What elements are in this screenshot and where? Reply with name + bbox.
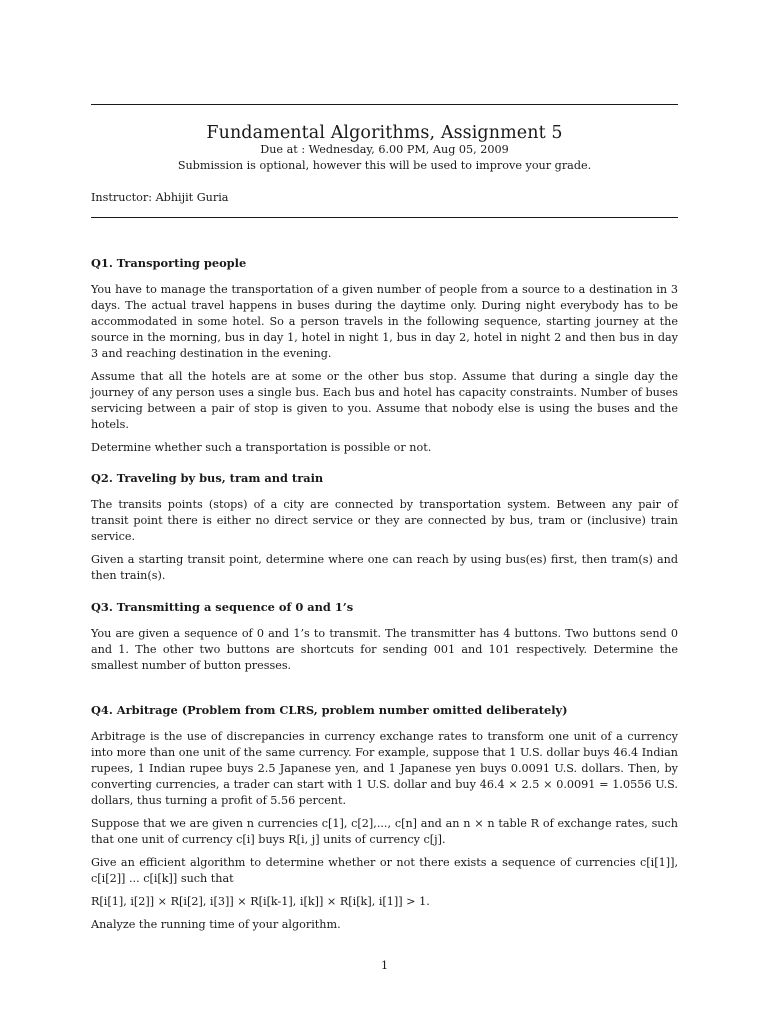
question-paragraph: Suppose that we are given n currencies c[1], c[2],..., c[n] and an n × n table R of exchange rates, such that one unit of currency c[i] buys R[i, j] units of currency c[j]. (91, 817, 678, 846)
question-paragraph: Analyze the running time of your algorithm. (91, 918, 341, 931)
question-title: Q4. Arbitrage (Problem from CLRS, problem number omitted deliberately) (91, 703, 568, 717)
question-4 (91, 703, 678, 940)
question-2 (91, 471, 678, 591)
question-title: Q1. Transporting people (91, 256, 247, 270)
document-page (91, 0, 678, 1024)
document-title: Fundamental Algorithms, Assignment 5 (206, 123, 563, 143)
question-3 (91, 600, 678, 681)
header-bottom-rule (91, 217, 678, 218)
submission-note: Submission is optional, however this will be used to improve your grade. (177, 159, 592, 172)
question-paragraph: You are given a sequence of 0 and 1’s to transmit. The transmitter has 4 buttons. Two buttons send 0 and 1. The other two buttons are shortcuts for sending 001 and 101 respectively. Determine the smallest number of button presses. (91, 627, 678, 672)
question-paragraph: The transits points (stops) of a city are connected by transportation system. Between any pair of transit point there is either no direct service or they are connected by bus, tram or (inclusive) train service. (91, 498, 678, 543)
question-title: Q3. Transmitting a sequence of 0 and 1’s (91, 600, 354, 614)
question-paragraph: Give an efficient algorithm to determine whether or not there exists a sequence of currencies c[i[1]], c[i[2]] ... c[i[k]] such that (91, 856, 678, 885)
question-paragraph: R[i[1], i[2]] × R[i[2], i[3]] × R[i[k-1], i[k]] × R[i[k], i[1]] > 1. (91, 895, 430, 908)
instructor-line: Instructor: Abhijit Guria (91, 191, 229, 204)
question-paragraph: Determine whether such a transportation is possible or not. (91, 441, 432, 454)
question-paragraph: You have to manage the transportation of a given number of people from a source to a destination in 3 days. The actual travel happens in buses during the daytime only. During night everybody has to be accommodated in some hotel. So a person travels in the following sequence, starting journey at the source in the morning, bus in day 1, hotel in night 1, bus in day 2, hotel in night 2 and then bus in day 3 and reaching destination in the evening. (91, 283, 678, 360)
header-top-rule (91, 104, 678, 105)
question-1 (91, 256, 678, 463)
page-number: 1 (380, 959, 389, 972)
question-paragraph: Given a starting transit point, determine where one can reach by using bus(es) first, then tram(s) and then train(s). (91, 553, 678, 582)
question-paragraph: Arbitrage is the use of discrepancies in currency exchange rates to transform one unit of a currency into more than one unit of the same currency. For example, suppose that 1 U.S. dollar buys 46.4 Indian rupees, 1 Indian rupee buys 2.5 Japanese yen, and 1 Japanese yen buys 0.0091 U.S. dollars. Then, by converting currencies, a trader can start with 1 U.S. dollar and buy 46.4 × 2.5 × 0.0091 = 1.0556 U.S. dollars, thus turning a profit of 5.56 percent. (91, 730, 678, 807)
question-paragraph: Assume that all the hotels are at some or the other bus stop. Assume that during a single day the journey of any person uses a single bus. Each bus and hotel has capacity constraints. Number of buses servicing between a pair of stop is given to you. Assume that nobody else is using the buses and the hotels. (91, 370, 678, 431)
due-date: Due at : Wednesday, 6.00 PM, Aug 05, 2009 (260, 143, 509, 156)
question-title: Q2. Traveling by bus, tram and train (91, 471, 324, 485)
